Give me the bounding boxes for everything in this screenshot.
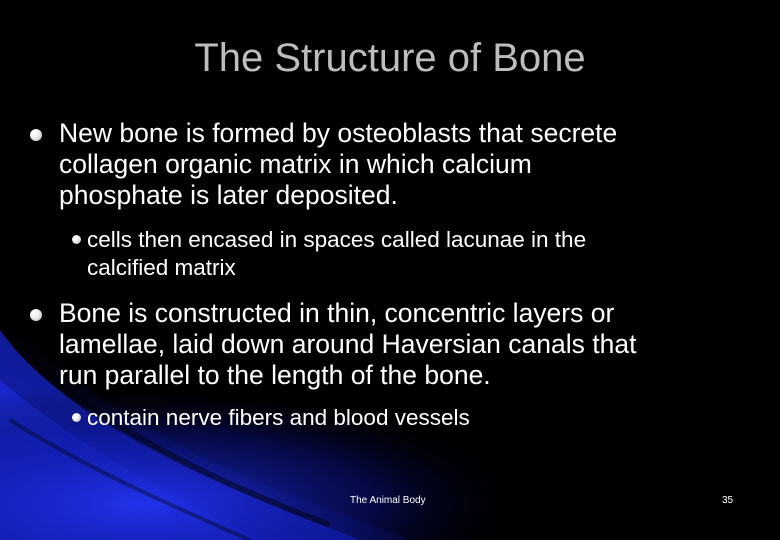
sub-bullet-1 — [72, 226, 586, 282]
slide-number: 35 — [722, 495, 734, 506]
bullet-dot-icon — [30, 129, 42, 141]
slide-title: The Structure of Bone — [194, 36, 586, 80]
bullet-2-line-2: lamellae, laid down around Haversian canals that — [59, 329, 637, 359]
sub-bullet-2 — [72, 404, 470, 432]
sub-bullet-dot-icon — [72, 413, 81, 422]
sub-bullet-2-text — [87, 404, 470, 432]
bullet-1 — [30, 118, 617, 211]
bullet-1-line-1: New bone is formed by osteoblasts that secrete — [59, 118, 618, 148]
bullet-2-text — [59, 298, 636, 391]
bullet-1-text — [59, 118, 617, 211]
bullet-2-line-3: run parallel to the length of the bone. — [59, 360, 491, 390]
bullet-2 — [30, 298, 636, 391]
sub-bullet-dot-icon — [72, 235, 81, 244]
bullet-1-line-2: collagen organic matrix in which calcium — [59, 149, 532, 179]
bullet-1-line-3: phosphate is later deposited. — [59, 180, 398, 210]
sub-bullet-1-line-2: calcified matrix — [87, 255, 236, 280]
sub-bullet-1-line-1: cells then encased in spaces called lacunae in the — [87, 227, 587, 252]
bullet-2-line-1: Bone is constructed in thin, concentric layers or — [59, 298, 615, 328]
sub-bullet-1-text — [87, 226, 586, 282]
sub-bullet-2-line-1: contain nerve fibers and blood vessels — [87, 405, 470, 430]
footer-title: The Animal Body — [350, 495, 426, 506]
bullet-dot-icon — [30, 309, 42, 321]
